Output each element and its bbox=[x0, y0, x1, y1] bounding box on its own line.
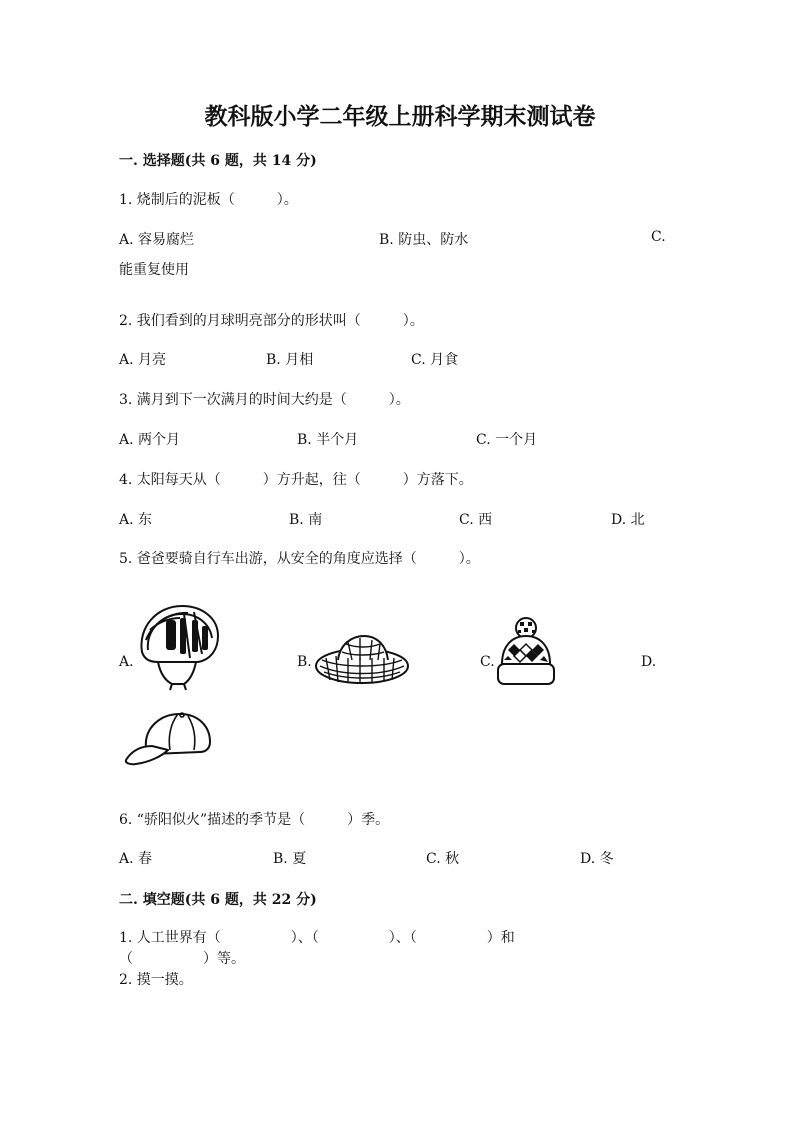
option-a: A. bbox=[119, 654, 134, 670]
question-stem: 1. 烧制后的泥板（ ）。 bbox=[119, 192, 298, 208]
option-b: B. 月相 bbox=[266, 352, 314, 368]
option-a: A. 东 bbox=[119, 512, 153, 528]
option-b: B. 防虫、防水 bbox=[379, 232, 469, 248]
option-a: A. 春 bbox=[119, 851, 153, 867]
option-d: D. 冬 bbox=[580, 851, 614, 867]
page-title: 教科版小学二年级上册科学期末测试卷 bbox=[204, 103, 596, 130]
question-stem: 6. “骄阳似火”描述的季节是（ ）季。 bbox=[119, 812, 390, 828]
option-b: B. bbox=[297, 654, 312, 670]
option-c: C. bbox=[651, 229, 666, 245]
option-c: C. 西 bbox=[459, 512, 493, 528]
option-c-text: 能重复使用 bbox=[119, 262, 189, 278]
question-stem: 4. 太阳每天从（ ）方升起，往（ ）方落下。 bbox=[119, 472, 473, 488]
option-b: B. 夏 bbox=[273, 851, 307, 867]
option-a: A. 容易腐烂 bbox=[119, 232, 195, 248]
option-b: B. 半个月 bbox=[297, 432, 359, 448]
bike-helmet-image bbox=[136, 600, 226, 692]
option-c: C. 一个月 bbox=[476, 432, 538, 448]
option-c: C. bbox=[480, 654, 495, 670]
option-b: B. 南 bbox=[289, 512, 323, 528]
option-a: A. 两个月 bbox=[119, 432, 181, 448]
question-stem: 2. 我们看到的月球明亮部分的形状叫（ ）。 bbox=[119, 313, 424, 329]
option-a: A. 月亮 bbox=[119, 352, 167, 368]
option-d: D. bbox=[641, 654, 657, 670]
question-stem: 2. 摸一摸。 bbox=[119, 972, 193, 988]
question-stem-continued: （ ）等。 bbox=[119, 951, 245, 967]
section-heading-choice: 一. 选择题(共 6 题，共 14 分) bbox=[119, 153, 317, 169]
question-stem: 5. 爸爸要骑自行车出游，从安全的角度应选择（ ）。 bbox=[119, 551, 480, 567]
section-heading-fill: 二. 填空题(共 6 题，共 22 分) bbox=[119, 892, 317, 908]
option-d: D. 北 bbox=[611, 512, 645, 528]
option-c: C. 秋 bbox=[426, 851, 460, 867]
option-c: C. 月食 bbox=[411, 352, 459, 368]
baseball-cap-image bbox=[122, 710, 212, 766]
woven-straw-hat-image bbox=[312, 630, 412, 688]
question-stem: 1. 人工世界有（ ）、（ ）、（ ）和 bbox=[119, 930, 515, 946]
knit-beanie-image bbox=[496, 616, 556, 688]
question-stem: 3. 满月到下一次满月的时间大约是（ ）。 bbox=[119, 392, 410, 408]
